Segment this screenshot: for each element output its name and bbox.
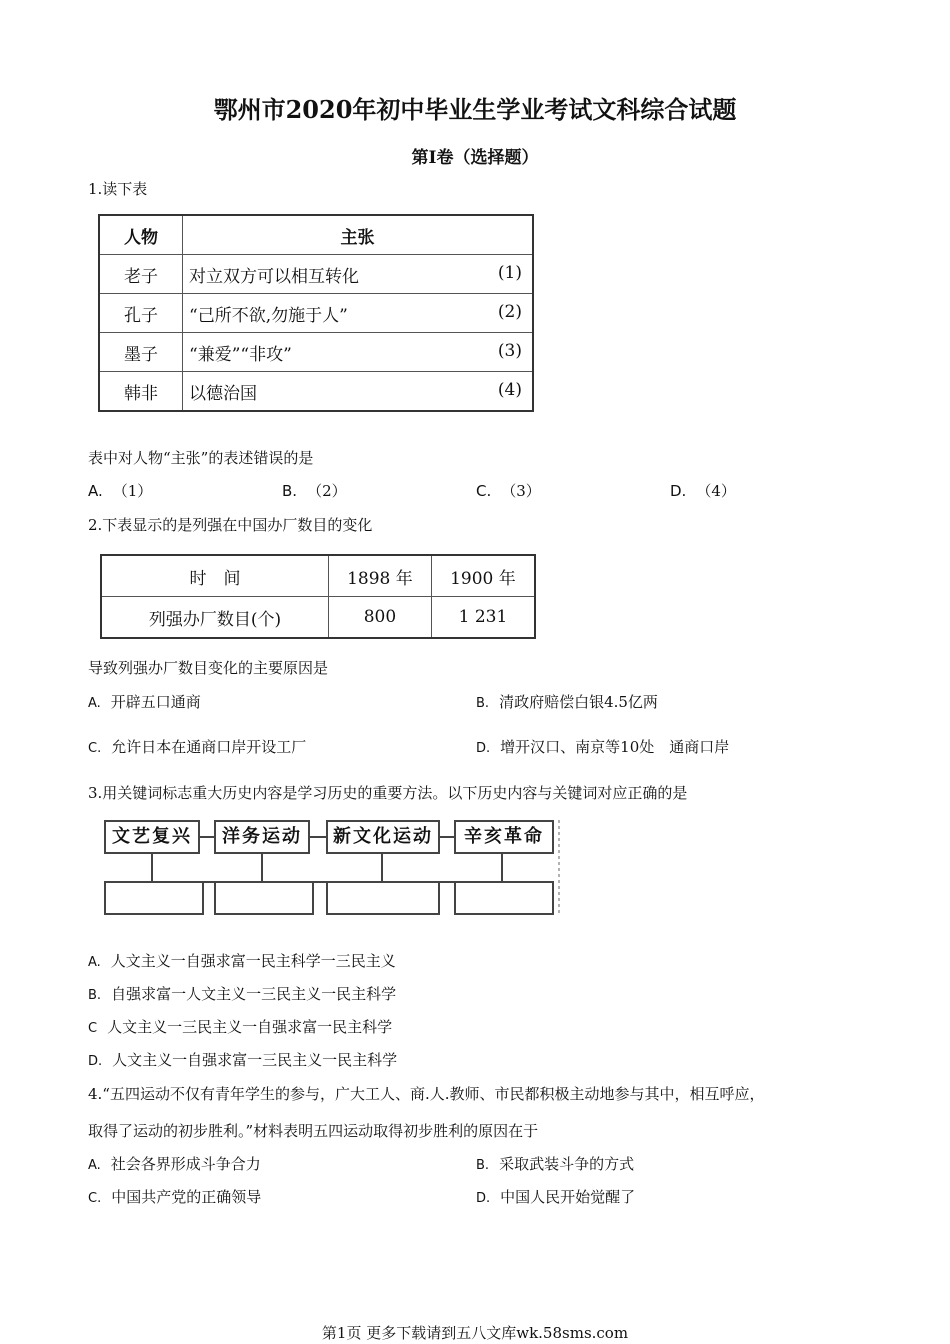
table-cell-claim	[183, 333, 534, 372]
q2-option-c[interactable]	[88, 736, 306, 757]
q2-question: 导致列强办厂数目变化的主要原因是	[88, 659, 329, 677]
option-text: 社会各界形成斗争合力	[110, 1155, 261, 1173]
table-cell-1898: 800	[329, 597, 432, 639]
q3-prompt: 3.用关键词标志重大历史内容是学习历史的重要方法。以下历史内容与关键词对应正确的是	[88, 784, 688, 802]
option-text: 开辟五口通商	[110, 693, 201, 711]
q4-option-d[interactable]	[476, 1186, 635, 1207]
option-text: （4）	[696, 482, 736, 500]
claim-number: (4)	[497, 380, 522, 400]
option-label: A.	[88, 1158, 101, 1173]
answer-box-3	[326, 881, 440, 915]
option-label: D.	[670, 482, 687, 500]
claim-text: 以德治国	[189, 383, 257, 404]
keyword-box-xinhai: 辛亥革命	[454, 820, 554, 854]
q2-prompt: 2.下表显示的是列强在中国办厂数目的变化	[88, 516, 373, 534]
answer-box-1	[104, 881, 204, 915]
option-label: C.	[88, 741, 102, 756]
table-header-row	[99, 215, 533, 255]
claim-text: “己所不欲,勿施于人”	[189, 305, 348, 326]
claim-text: 对立双方可以相互转化	[189, 266, 359, 287]
option-label: A.	[88, 482, 103, 500]
option-text: 人文主义一自强求富一三民主义一民主科学	[112, 1051, 398, 1069]
q2-table	[100, 554, 536, 639]
table-cell-claim	[183, 372, 534, 412]
option-text: 采取武装斗争的方式	[499, 1155, 635, 1173]
table-header-time: 时 间	[101, 555, 329, 597]
table-header-claim: 主张	[183, 215, 534, 255]
keyword-box-renaissance: 文艺复兴	[104, 820, 200, 854]
q2-option-a[interactable]	[88, 691, 201, 712]
table-header-row	[101, 555, 535, 597]
table-cell-person: 墨子	[99, 333, 183, 372]
table-header-1900: 1900 年	[431, 555, 535, 597]
option-label: D.	[88, 1054, 103, 1069]
option-text: 中国人民开始觉醒了	[500, 1188, 636, 1206]
option-label: B.	[88, 988, 102, 1003]
table-cell-person: 老子	[99, 255, 183, 294]
answer-box-4	[454, 881, 554, 915]
q1-option-b[interactable]	[282, 480, 347, 501]
answer-box-2	[214, 881, 314, 915]
claim-number: (2)	[497, 302, 522, 322]
section-title: 第Ⅰ卷（选择题）	[411, 148, 539, 168]
claim-text: “兼爱”“非攻”	[189, 344, 292, 365]
q1-option-c[interactable]	[476, 480, 541, 501]
q1-prompt: 1.读下表	[88, 180, 148, 198]
q4-prompt-line1: 4.“五四运动不仅有青年学生的参与，广大工人、商.人.教师、市民都积极主动地参与其中，相互呼应，	[88, 1085, 765, 1103]
option-label: C.	[88, 1191, 102, 1206]
q1-table	[98, 214, 534, 412]
q3-option-c[interactable]	[88, 1016, 392, 1037]
option-label: D.	[476, 741, 491, 756]
table-cell-1900: 1 231	[431, 597, 535, 639]
option-text: 自强求富一人文主义一三民主义一民主科学	[111, 985, 397, 1003]
option-label: C	[88, 1021, 98, 1036]
table-header-person: 人物	[99, 215, 183, 255]
table-row	[99, 255, 533, 294]
option-label: A.	[88, 696, 101, 711]
option-label: B.	[476, 696, 490, 711]
option-text: 人文主义一自强求富一民主科学一三民主义	[110, 952, 396, 970]
table-cell-person: 孔子	[99, 294, 183, 333]
table-row	[101, 597, 535, 639]
claim-number: (1)	[497, 263, 522, 283]
page-footer: 第1页 更多下载请到五八文库wk.58sms.com	[321, 1324, 629, 1342]
table-row	[99, 294, 533, 333]
claim-number: (3)	[497, 341, 522, 361]
q1-option-d[interactable]	[670, 480, 736, 501]
q1-question: 表中对人物“主张”的表述错误的是	[88, 449, 314, 467]
table-row	[99, 333, 533, 372]
table-cell-claim	[183, 294, 534, 333]
option-label: A.	[88, 955, 101, 970]
q1-option-a[interactable]	[88, 480, 152, 501]
keyword-box-westernization: 洋务运动	[214, 820, 310, 854]
q3-option-d[interactable]	[88, 1049, 397, 1070]
q3-option-a[interactable]	[88, 950, 396, 971]
q4-option-b[interactable]	[476, 1153, 634, 1174]
q4-option-c[interactable]	[88, 1186, 261, 1207]
table-cell-claim	[183, 255, 534, 294]
option-label: B.	[476, 1158, 490, 1173]
option-text: 允许日本在通商口岸开设工厂	[111, 738, 307, 756]
option-text: （1）	[112, 482, 153, 500]
table-cell-person: 韩非	[99, 372, 183, 412]
option-text: 中国共产党的正确领导	[111, 1188, 262, 1206]
table-header-1898: 1898 年	[329, 555, 432, 597]
page-title: 鄂州市2020年初中毕业生学业考试文科综合试题	[213, 95, 737, 124]
q4-option-a[interactable]	[88, 1153, 261, 1174]
q2-option-b[interactable]	[476, 691, 658, 712]
table-row	[99, 372, 533, 412]
option-text: （3）	[501, 482, 541, 500]
q2-option-d[interactable]	[476, 736, 729, 757]
option-text: （2）	[307, 482, 347, 500]
option-text: 增开汉口、南京等10处 通商口岸	[500, 738, 730, 756]
q3-option-b[interactable]	[88, 983, 396, 1004]
option-label: B.	[282, 482, 298, 500]
option-label: D.	[476, 1191, 491, 1206]
table-cell-label: 列强办厂数目(个)	[101, 597, 329, 639]
option-label: C.	[476, 482, 492, 500]
option-text: 清政府赔偿白银4.5亿两	[499, 693, 658, 711]
q4-prompt-line2: 取得了运动的初步胜利。”材料表明五四运动取得初步胜利的原因在于	[88, 1122, 539, 1140]
keyword-box-new-culture: 新文化运动	[326, 820, 440, 854]
option-text: 人文主义一三民主义一自强求富一民主科学	[107, 1018, 393, 1036]
